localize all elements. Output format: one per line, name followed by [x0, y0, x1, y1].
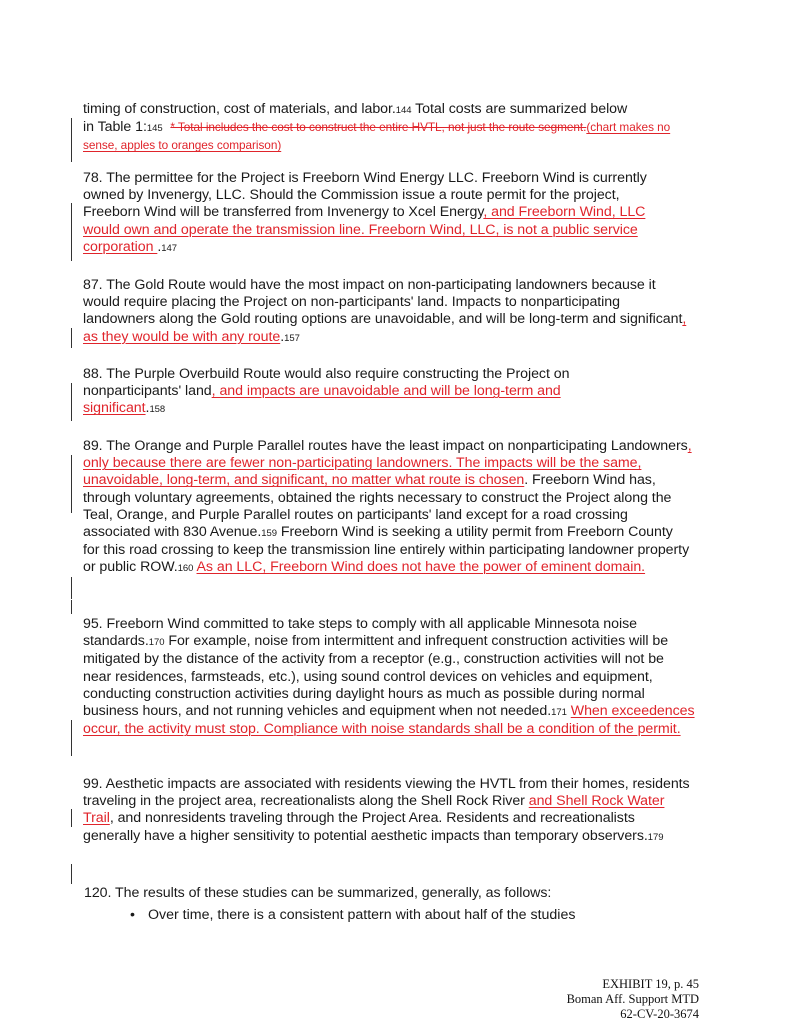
inserted-text: , and Freeborn Wind, LLC would own and operate the transmission line. Freeborn Wind, LLC, is not a public service corporation	[83, 204, 646, 255]
footnote-ref: 158	[149, 404, 166, 416]
exhibit-label: EXHIBIT 19, p. 45	[602, 977, 699, 991]
body-text: Over time, there is a consistent pattern with about half of the studies	[148, 907, 576, 923]
change-bar	[71, 577, 72, 599]
change-bar	[71, 809, 72, 827]
paragraph-78	[83, 170, 663, 257]
change-bar	[71, 328, 72, 348]
body-text: in Table 1:	[83, 119, 147, 136]
body-text: 87. The Gold Route would have the most impact on non-participating landowners because it would require placing the Project on non-participants' land. Impacts to nonparticipating landowners along the Gold routing options are unavoidable, and will be long-term and significant	[83, 277, 683, 328]
body-text: .	[145, 400, 150, 417]
footnote-ref: 160	[177, 563, 194, 575]
footnote-ref: 157	[284, 332, 300, 344]
inserted-text: and Shell Rock Water Trail	[83, 793, 665, 827]
body-text: Total costs are summarized below	[411, 101, 628, 117]
paragraph-120	[84, 885, 704, 902]
body-text: Freeborn Wind is seeking a utility permit from Freeborn County for this road crossing to keep the transmission line entirely within participating landowner property or public ROW.	[83, 524, 690, 576]
change-bar	[71, 864, 72, 884]
inserted-text: As an LLC, Freeborn Wind does not have the power of eminent domain.	[196, 559, 646, 576]
case-number: 62-CV-20-3674	[620, 1007, 699, 1021]
body-text: 88. The Purple Overbuild Route would also require constructing the Project on nonparticipants' land	[83, 366, 570, 400]
body-text: .	[280, 328, 285, 345]
affidavit-label: Boman Aff. Support MTD	[566, 992, 699, 1006]
body-text: 99. Aesthetic impacts are associated with residents viewing the HVTL from their homes, residents traveling in the project area, recreationalists along the Shell Rock River	[83, 776, 690, 810]
bullet-item	[130, 907, 710, 924]
change-bar	[71, 203, 72, 261]
intro-paragraph	[83, 101, 703, 155]
body-text: . Freeborn Wind has, through voluntary agreements, obtained the rights necessary to construct the Project along the Teal, Orange, and Purple Parallel routes on participants' land except for a road crossing associated with 830 Avenue.	[83, 472, 672, 541]
paragraph-95	[83, 616, 695, 738]
paragraph-88	[83, 366, 643, 419]
footnote-ref: 147	[161, 242, 177, 254]
inserted-text: , and impacts are unavoidable and will be long-term and significant	[83, 383, 561, 417]
inserted-text: , as they would be with any route	[83, 311, 687, 345]
change-bar	[71, 118, 72, 162]
paragraph-87	[83, 277, 693, 347]
inserted-comment: (chart makes no sense, apples to oranges comparison)	[83, 120, 671, 153]
footnote-ref: 145	[146, 123, 163, 135]
change-bar	[71, 455, 72, 513]
exhibit-footer	[567, 977, 699, 1022]
deleted-text: * Total includes the cost to construct the entire HVTL, not just the route segment.	[170, 120, 587, 135]
body-text: 89. The Orange and Purple Parallel routes have the least impact on nonparticipating Landowners	[83, 438, 688, 454]
body-text: For example, noise from intermittent and infrequent construction activities will be mitigated by the distance of the activity from a receptor (e.g., construction activities will not be near residences, farmsteads, etc.), using sound control devices on vehicles and equipment, conducting construction activities during daylight hours as much as possible during normal business hours, and not running vehicles and equipment when not needed.	[83, 633, 669, 720]
footnote-ref: 179	[647, 831, 664, 843]
inserted-text: , only because there are fewer non-participating landowners. The impacts will be the same, unavoidable, long-term, and significant, no matter what route is chosen	[83, 438, 692, 489]
change-bar	[71, 720, 72, 756]
body-text: 78. The permittee for the Project is Freeborn Wind Energy LLC. Freeborn Wind is currently owned by Invenergy, LLC. Should the Commission issue a route permit for the project, Freeborn Wind will be transferred from Invenergy to Xcel Energy	[83, 170, 647, 221]
footnote-ref: 171	[551, 707, 567, 719]
inserted-text: When exceedences occur, the activity must stop. Compliance with noise standards shall be a condition of the permit.	[83, 703, 695, 738]
footnote-ref: 144	[395, 105, 412, 116]
change-bar	[71, 383, 72, 421]
paragraph-89	[83, 438, 693, 578]
body-text: 120. The results of these studies can be summarized, generally, as follows:	[84, 885, 552, 901]
body-text: 95. Freeborn Wind committed to take steps to comply with all applicable Minnesota noise standards.	[83, 616, 637, 650]
body-text: .	[157, 238, 162, 255]
footnote-ref: 170	[148, 637, 165, 649]
paragraph-99	[83, 776, 695, 846]
change-bar	[71, 600, 72, 614]
body-text: timing of construction, cost of materials, and labor.	[83, 101, 396, 117]
bullet-icon: •	[130, 907, 135, 923]
footnote-ref: 159	[261, 528, 277, 540]
body-text: , and nonresidents traveling through the Project Area. Residents and recreationalists generally have a higher sensitivity to potential aesthetic impacts than temporary observers.	[83, 810, 648, 844]
